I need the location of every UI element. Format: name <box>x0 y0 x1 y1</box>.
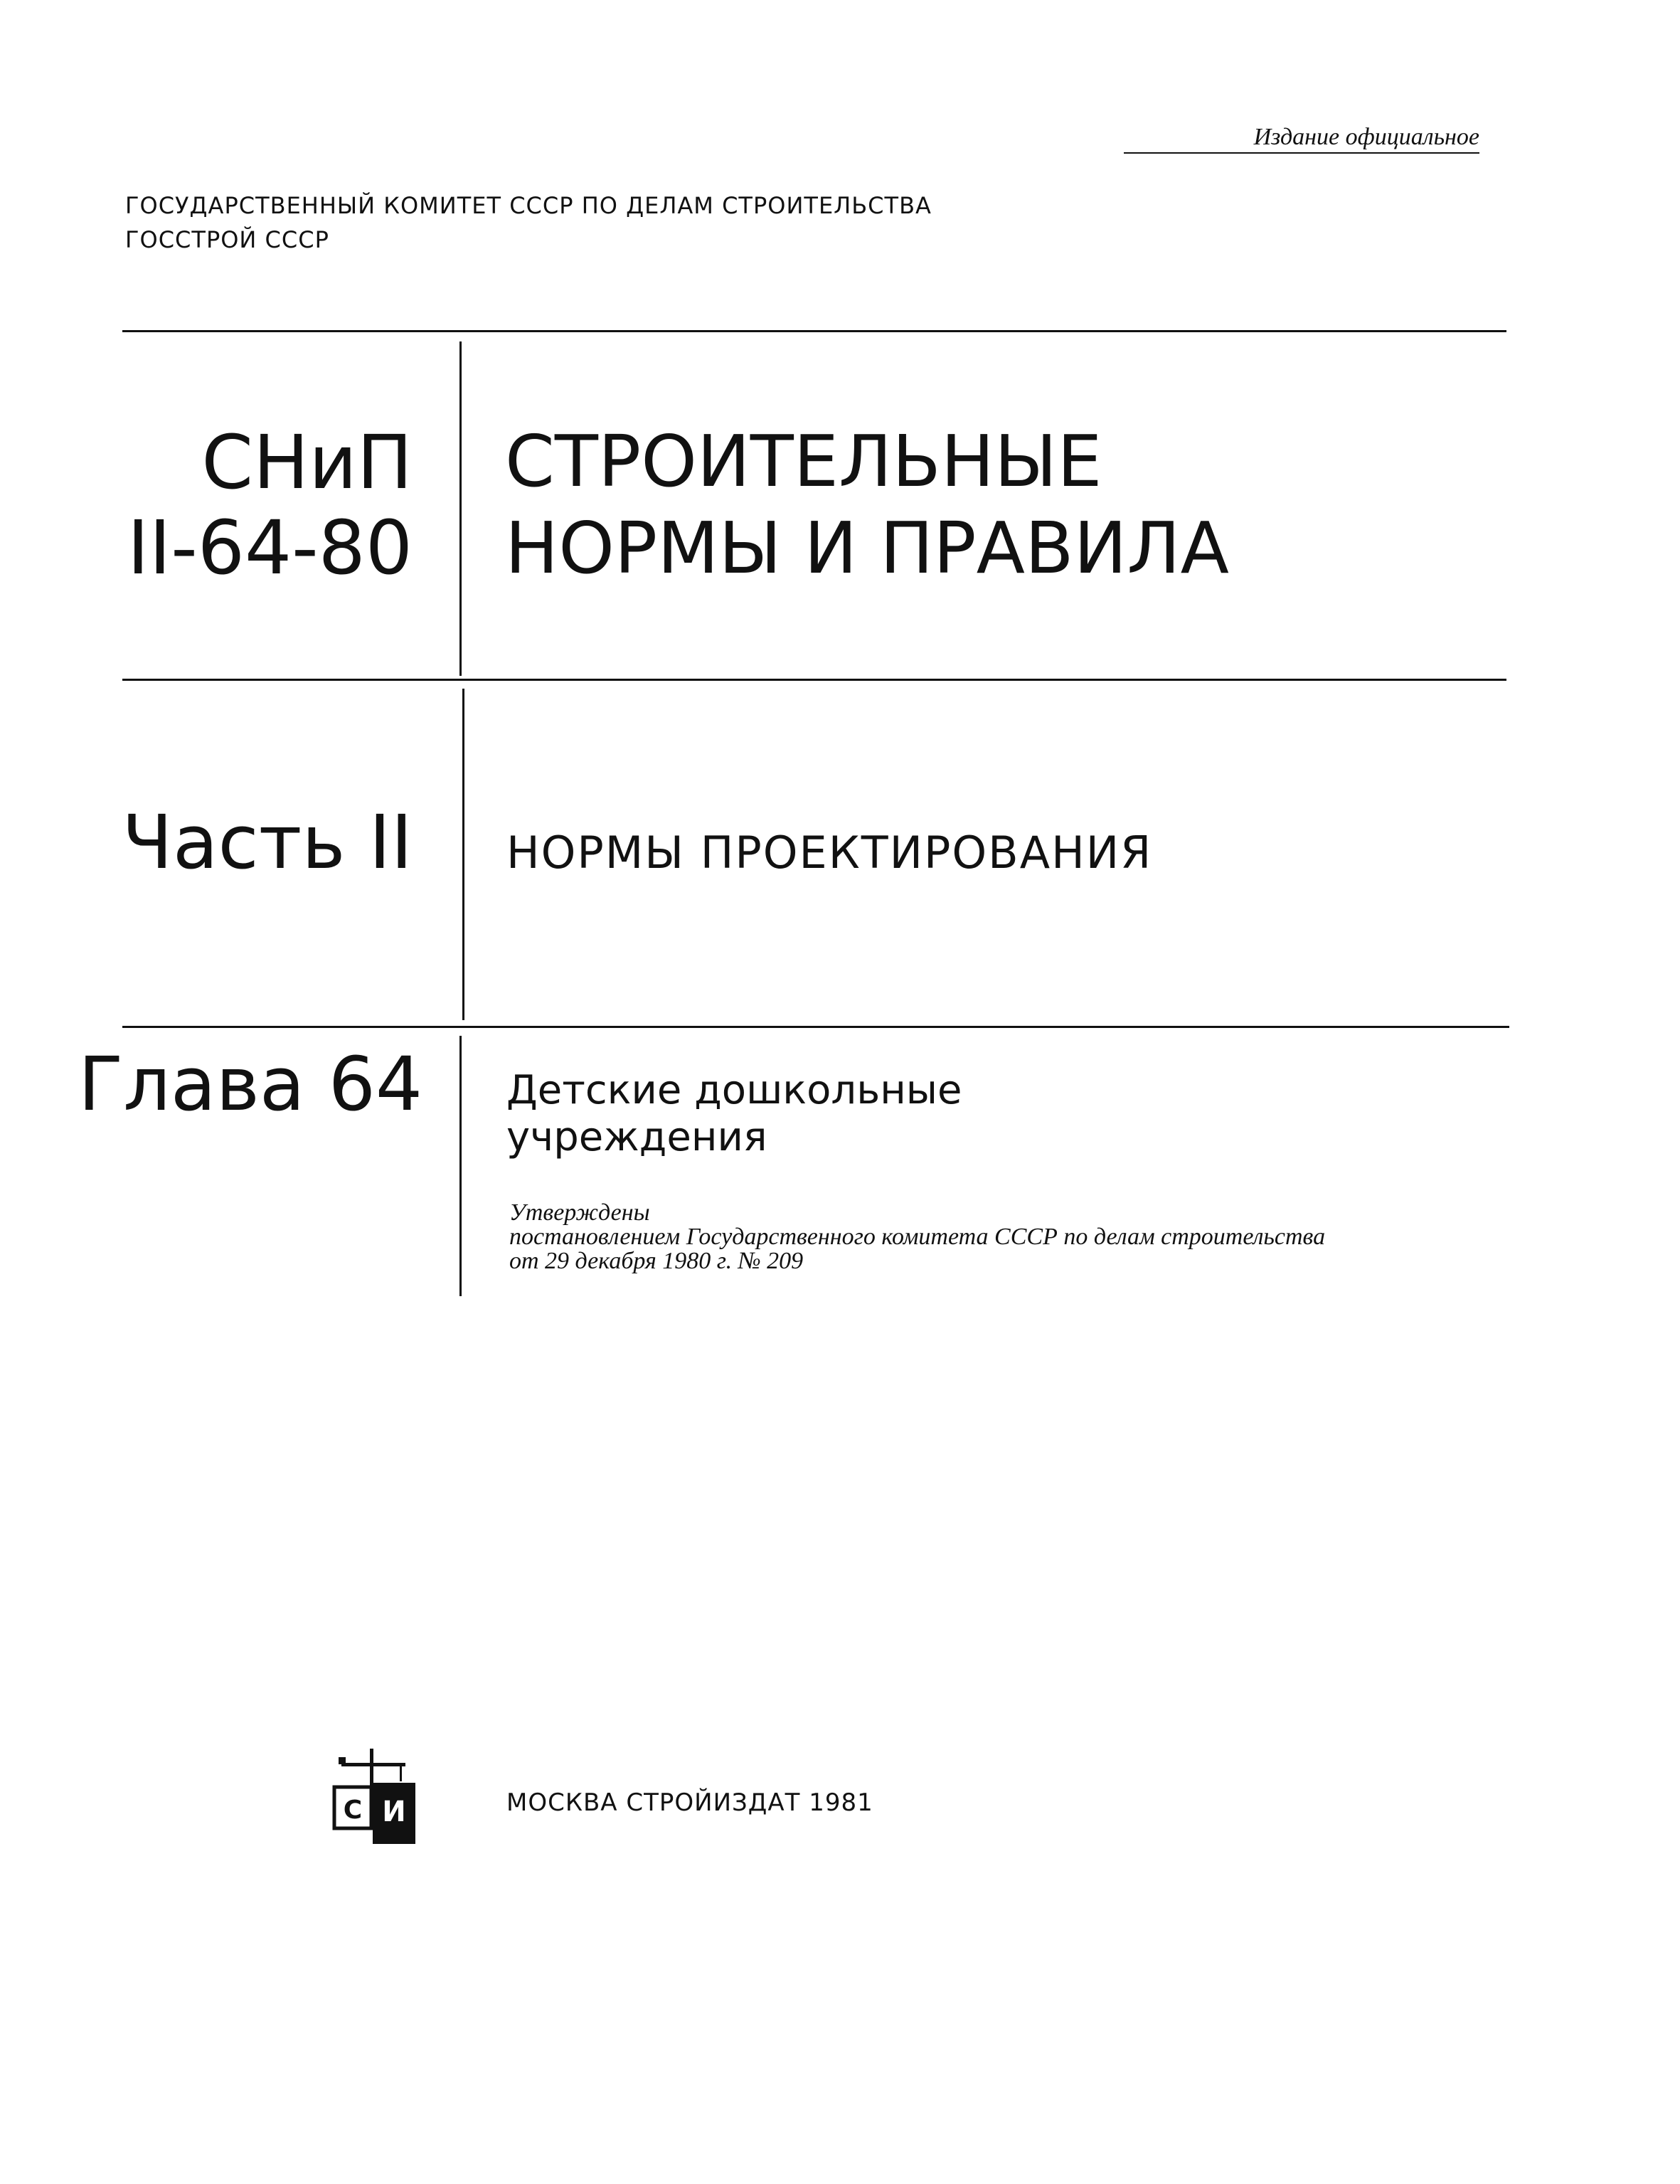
divider-middle <box>122 679 1506 681</box>
chapter-title <box>506 1067 962 1161</box>
divider-top <box>122 330 1506 332</box>
chapter-title-line1: Детские дошкольные <box>506 1067 962 1113</box>
column-divider-2 <box>462 689 464 1020</box>
document-title <box>505 418 1229 592</box>
approval-line1: Утверждены <box>509 1199 650 1226</box>
part-label: Часть II <box>122 799 413 886</box>
snip-code <box>78 420 413 590</box>
crane-logo-icon <box>331 1747 420 1847</box>
snip-code-line1: СНиП <box>201 419 413 506</box>
document-title-line1: СТРОИТЕЛЬНЫЕ <box>505 420 1102 503</box>
approval-line3: от 29 декабря 1980 г. № 209 <box>509 1248 804 1274</box>
organization-short-name: ГОССТРОЙ СССР <box>125 226 329 253</box>
organization-name: ГОСУДАРСТВЕННЫЙ КОМИТЕТ СССР ПО ДЕЛАМ СТРОИТЕЛЬСТВА <box>125 192 932 219</box>
chapter-label: Глава 64 <box>78 1041 423 1128</box>
svg-text:И: И <box>382 1796 406 1828</box>
stroyizdat-logo-icon <box>331 1747 420 1847</box>
svg-text:С: С <box>343 1796 363 1825</box>
part-title: НОРМЫ ПРОЕКТИРОВАНИЯ <box>506 827 1153 879</box>
chapter-title-line2: учреждения <box>506 1114 767 1160</box>
approval-line2: постановлением Государственного комитета СССР по делам строительства <box>509 1224 1326 1250</box>
edition-note: Издание официальное <box>1124 124 1479 154</box>
divider-lower <box>122 1026 1509 1028</box>
column-divider-3 <box>459 1036 462 1296</box>
document-title-line2: НОРМЫ И ПРАВИЛА <box>505 507 1230 590</box>
column-divider-1 <box>459 341 462 676</box>
approval-note <box>509 1201 1325 1273</box>
snip-code-line2: II-64-80 <box>127 504 413 591</box>
publisher-line: МОСКВА СТРОЙИЗДАТ 1981 <box>506 1788 873 1817</box>
